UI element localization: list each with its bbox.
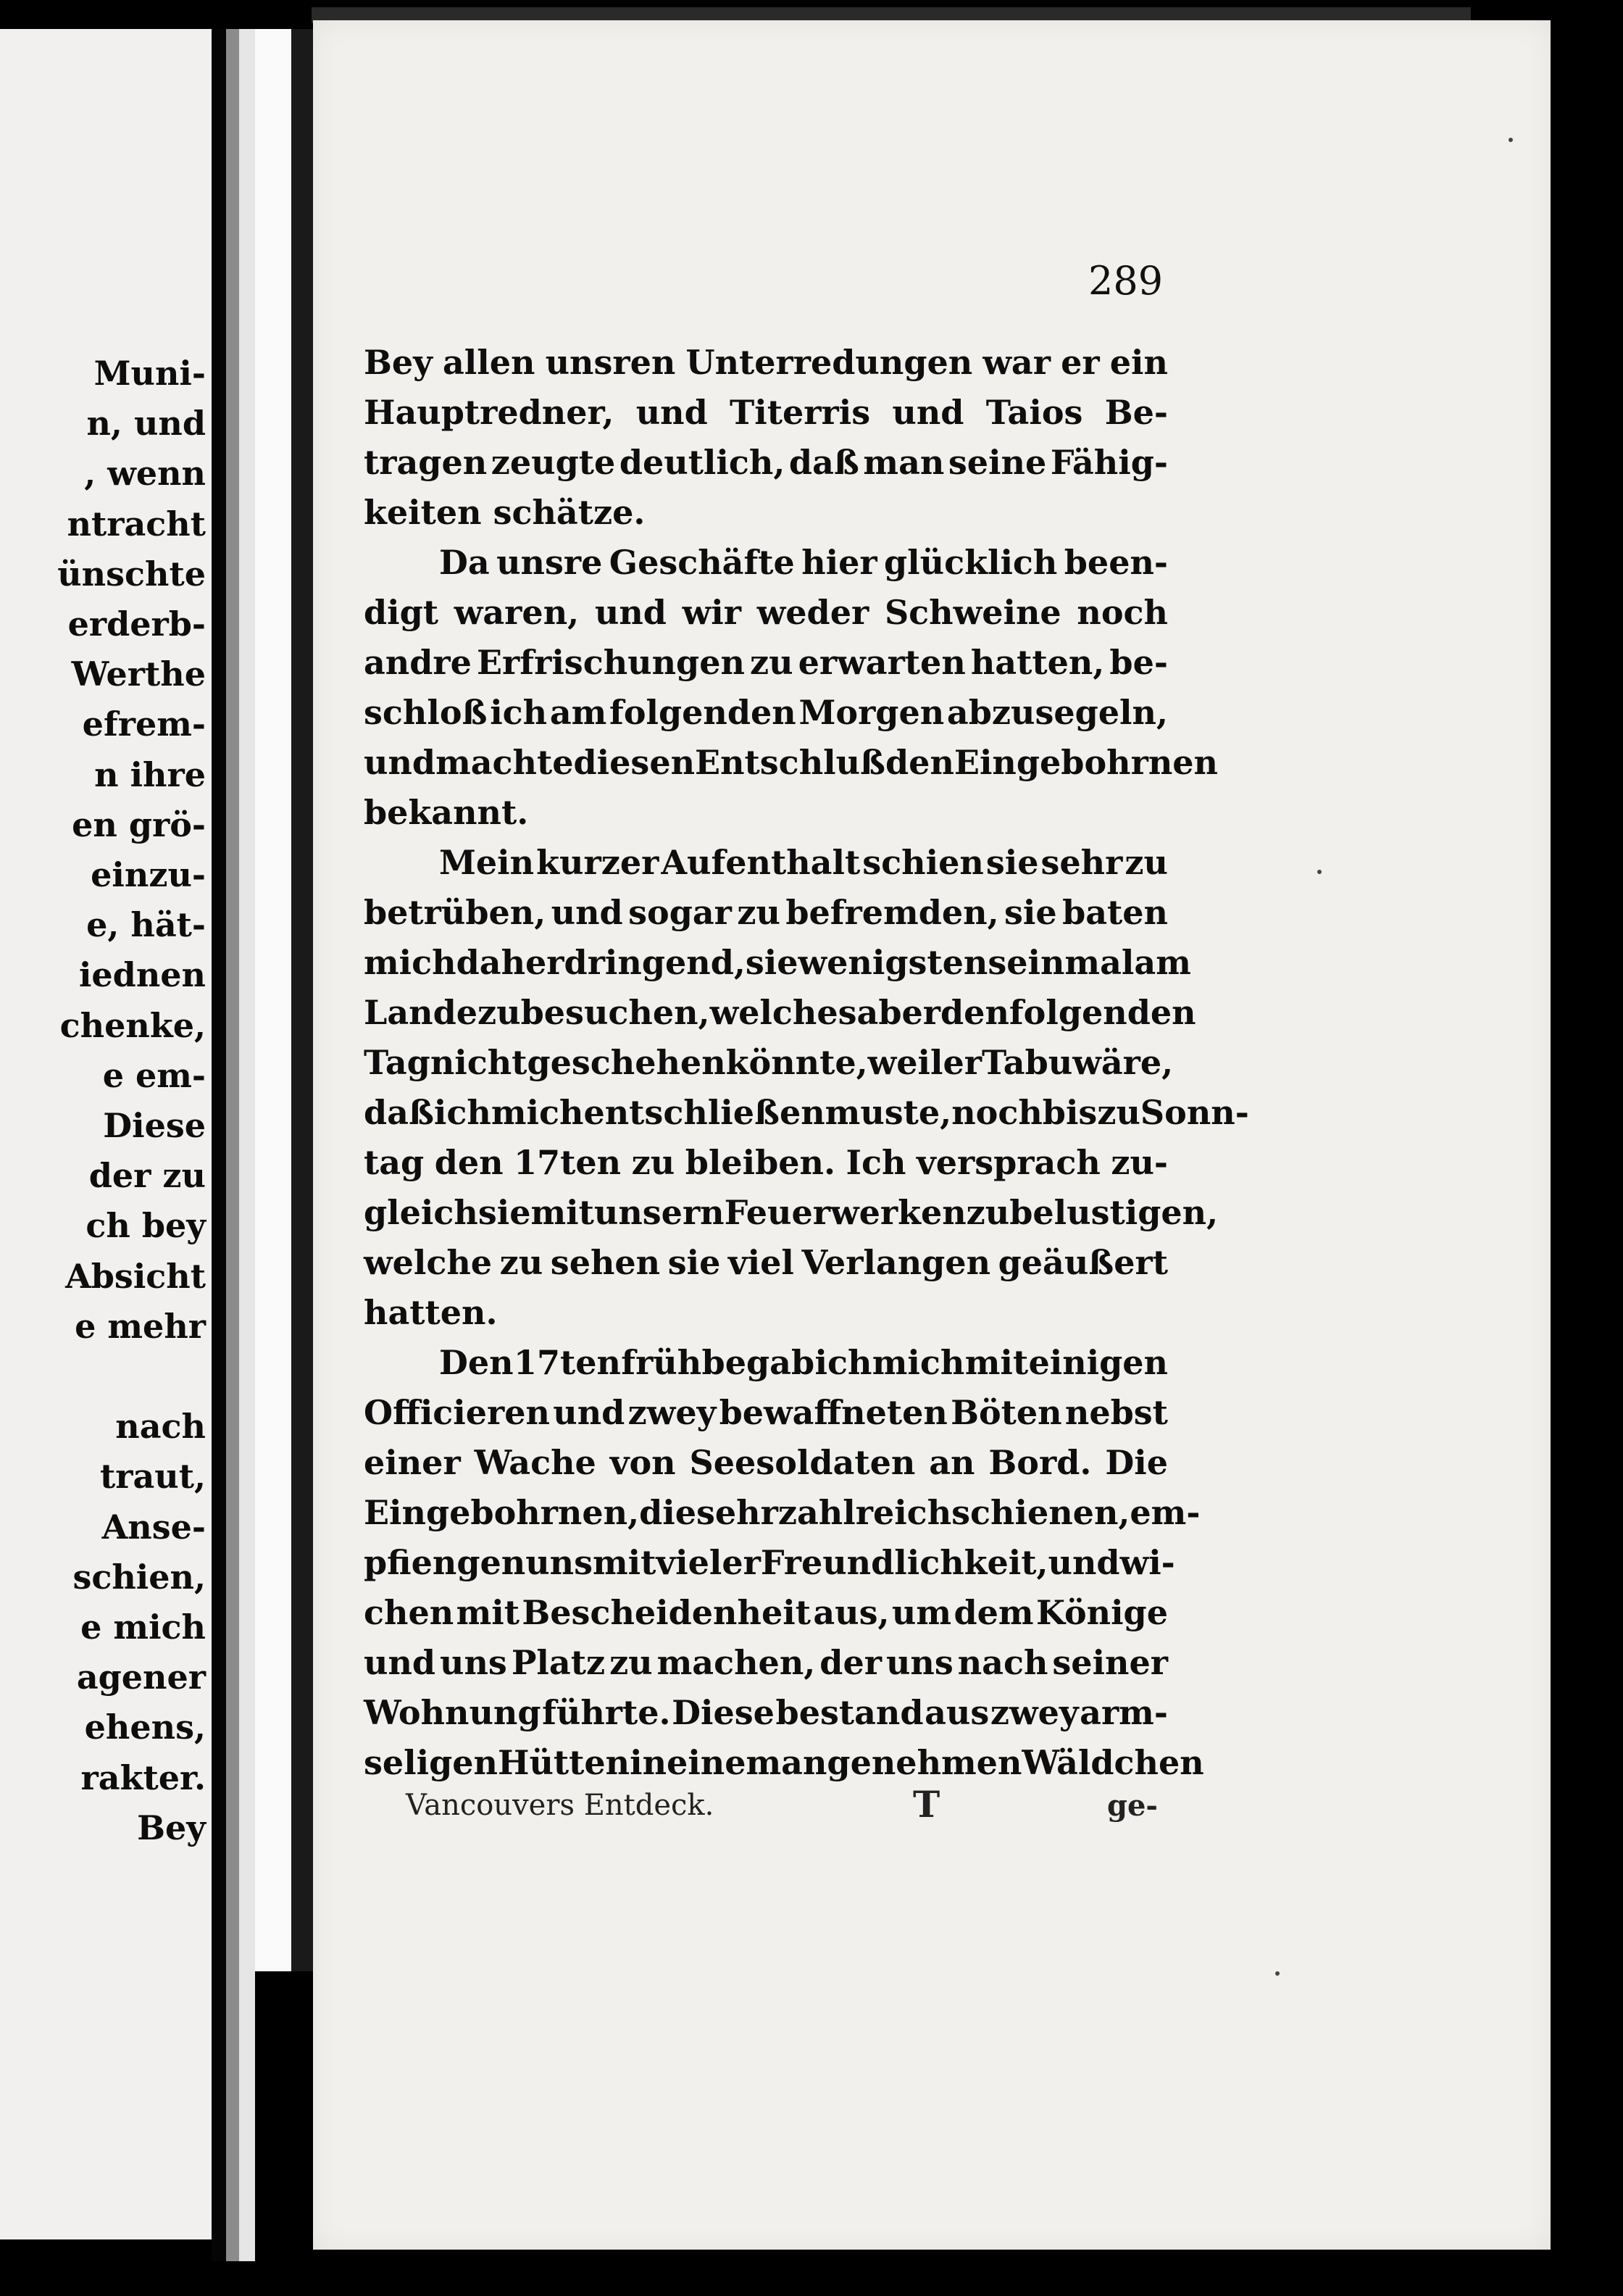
- previous-page-line: schien,: [72, 1557, 206, 1597]
- word: belustigen,: [1009, 1193, 1219, 1232]
- text-line: [364, 538, 1168, 588]
- word: einigen: [1028, 1343, 1168, 1382]
- word: Bescheidenheit: [522, 1593, 811, 1632]
- word: Officieren: [364, 1393, 550, 1432]
- word: geäußert: [998, 1243, 1168, 1282]
- word: keiten: [364, 493, 482, 532]
- text-line: [364, 1588, 1168, 1638]
- word: hatten,: [970, 643, 1105, 682]
- word: machte: [435, 743, 574, 782]
- text-line: [364, 388, 1168, 438]
- word: be-: [1109, 643, 1168, 682]
- word: Feuerwerken: [724, 1193, 967, 1232]
- word: sehr: [1040, 843, 1123, 882]
- word: sehen: [550, 1243, 661, 1282]
- word: mit: [593, 1543, 656, 1582]
- word: pfiengen: [364, 1543, 526, 1582]
- word: angenehmen: [781, 1743, 1022, 1782]
- word: ich: [490, 693, 548, 732]
- word: mit: [530, 1193, 594, 1232]
- word: bleiben.: [685, 1143, 835, 1182]
- footer-signature-mark: T: [913, 1783, 940, 1826]
- word: 17ten: [514, 1143, 622, 1182]
- word: folgenden: [1009, 993, 1196, 1032]
- word: ich: [433, 1093, 491, 1132]
- word: unsre: [496, 543, 603, 582]
- word: Be-: [1104, 393, 1168, 432]
- word: zwey: [627, 1393, 717, 1432]
- text-line: [364, 938, 1191, 988]
- word: könnte,: [725, 1043, 868, 1082]
- text-line: [364, 438, 1168, 488]
- word: einem: [667, 1743, 782, 1782]
- word: zu: [737, 893, 780, 932]
- word: zu: [499, 1243, 543, 1282]
- word: allen: [443, 343, 535, 382]
- word: Hauptredner,: [364, 393, 614, 432]
- word: Freundlichkeit,: [760, 1543, 1048, 1582]
- word: uns: [885, 1643, 954, 1682]
- word: und: [635, 393, 708, 432]
- word: wir: [682, 593, 741, 632]
- previous-page-line: efrem-: [82, 704, 206, 744]
- text-line: [364, 988, 1196, 1038]
- text-line: [364, 1488, 1201, 1538]
- text-line: [364, 788, 1168, 838]
- previous-page-line: ünschte: [57, 554, 206, 594]
- word: uns: [440, 1643, 507, 1682]
- word: em-: [1130, 1493, 1201, 1532]
- word: Könige: [1035, 1593, 1168, 1632]
- previous-page-line: Diese: [103, 1106, 206, 1145]
- page-number: 289: [1088, 258, 1164, 304]
- word: und: [1048, 1543, 1120, 1582]
- word: sie: [477, 1193, 531, 1232]
- word: nebst: [1064, 1393, 1168, 1432]
- word: 17ten: [513, 1343, 621, 1382]
- word: weil: [867, 1043, 943, 1082]
- previous-page-line: Werthe: [71, 654, 206, 694]
- word: zu: [750, 643, 793, 682]
- word: sogar: [628, 893, 732, 932]
- word: schien: [862, 843, 984, 882]
- previous-page-line: ch bey: [85, 1206, 206, 1246]
- word: ein: [1109, 343, 1168, 382]
- word: zu: [1097, 1093, 1140, 1132]
- word: hatten.: [364, 1293, 498, 1332]
- word: an: [929, 1443, 975, 1482]
- text-line: [364, 488, 1168, 538]
- gutter-shadow: [212, 29, 226, 2261]
- text-line: [364, 338, 1168, 388]
- text-line: [364, 1188, 1219, 1238]
- word: diesen: [573, 743, 696, 782]
- word: wenigstens: [798, 943, 1007, 982]
- word: baten: [1062, 893, 1168, 932]
- word: seine: [948, 443, 1047, 482]
- previous-page-line: e em-: [102, 1055, 206, 1095]
- previous-page-line: e mich: [80, 1607, 206, 1647]
- previous-page-line: Muni-: [93, 354, 206, 393]
- text-line: [364, 738, 1218, 788]
- text-line: [364, 1738, 1204, 1788]
- word: den: [940, 993, 1009, 1032]
- word: zu: [1125, 843, 1168, 882]
- word: schienen,: [951, 1493, 1130, 1532]
- word: bis: [1042, 1093, 1098, 1132]
- word: sie: [667, 1243, 721, 1282]
- word: daß: [364, 1093, 434, 1132]
- paper-speck: [1317, 870, 1322, 874]
- word: führte.: [542, 1693, 671, 1732]
- word: sehr: [696, 1493, 778, 1532]
- word: Wache: [474, 1443, 596, 1482]
- binding-strip: [255, 29, 291, 1971]
- word: unsern: [593, 1193, 725, 1232]
- word: zwey: [990, 1693, 1079, 1732]
- word: die: [639, 1493, 697, 1532]
- word: Seesoldaten: [689, 1443, 916, 1482]
- word: daß: [788, 443, 859, 482]
- text-line: [364, 1538, 1175, 1588]
- text-line: [364, 1388, 1168, 1438]
- word: Diese: [672, 1693, 775, 1732]
- word: und: [553, 1393, 625, 1432]
- previous-page-line: ntracht: [67, 504, 206, 544]
- word: sie: [1004, 893, 1057, 932]
- word: abzusegeln,: [946, 693, 1168, 732]
- word: befremden,: [785, 893, 999, 932]
- word: tragen: [364, 443, 488, 482]
- word: Böten: [951, 1393, 1062, 1432]
- previous-page-line: Bey: [137, 1808, 206, 1847]
- word: am: [1134, 943, 1191, 982]
- previous-page-line: , wenn: [84, 454, 206, 494]
- word: mich: [872, 1343, 965, 1382]
- previous-page-line: en grö-: [72, 804, 206, 844]
- word: Unterredungen: [685, 343, 973, 382]
- word: Wäldchen: [1022, 1743, 1204, 1782]
- word: daher: [456, 943, 564, 982]
- previous-page-line: rakter.: [80, 1758, 206, 1797]
- text-line: [364, 638, 1168, 688]
- previous-page-line: n ihre: [94, 754, 206, 794]
- word: mich: [364, 943, 456, 982]
- word: zu: [966, 1193, 1010, 1232]
- word: Da: [439, 543, 490, 582]
- previous-page-line: Absicht: [65, 1256, 206, 1296]
- word: muste,: [825, 1093, 952, 1132]
- word: andre: [364, 643, 472, 682]
- word: ich: [814, 1343, 872, 1382]
- word: und: [364, 1643, 436, 1682]
- word: bewaffneten: [719, 1393, 948, 1432]
- paper-speck: [1509, 138, 1513, 142]
- word: Taios: [985, 393, 1083, 432]
- word: Wohnung: [364, 1693, 541, 1732]
- word: mit: [456, 1593, 520, 1632]
- word: am: [549, 693, 607, 732]
- word: mit: [964, 1343, 1029, 1382]
- word: kurzer: [536, 843, 659, 882]
- word: folgenden: [609, 693, 796, 732]
- word: und: [551, 893, 623, 932]
- word: seligen: [364, 1743, 498, 1782]
- word: Morgen: [798, 693, 945, 732]
- word: wäre,: [1072, 1043, 1174, 1082]
- word: Lande: [364, 993, 478, 1032]
- word: zahlreich: [777, 1493, 952, 1532]
- word: geschehen: [527, 1043, 726, 1082]
- word: noch: [1077, 593, 1168, 632]
- word: und: [364, 743, 436, 782]
- word: tag: [364, 1143, 425, 1182]
- word: aus: [925, 1693, 990, 1732]
- footer-catchword: ge-: [1107, 1789, 1159, 1823]
- word: Platz: [511, 1643, 606, 1682]
- previous-page-line: e mehr: [75, 1306, 206, 1346]
- word: begab: [701, 1343, 815, 1382]
- word: sie: [985, 843, 1039, 882]
- word: weder: [756, 593, 869, 632]
- text-line: [364, 1088, 1249, 1138]
- word: Geschäfte: [609, 543, 795, 582]
- word: Tag: [364, 1043, 430, 1082]
- word: welches: [709, 993, 857, 1032]
- previous-page-line: iednen: [78, 955, 206, 995]
- word: Tabu: [981, 1043, 1073, 1082]
- word: in: [630, 1743, 667, 1782]
- word: zu-: [1111, 1143, 1168, 1182]
- text-line: [364, 688, 1168, 738]
- word: schloß: [364, 693, 488, 732]
- word: gleich: [364, 1193, 478, 1232]
- word: waren,: [454, 593, 580, 632]
- previous-page-line: Anse-: [101, 1507, 206, 1547]
- word: der: [819, 1643, 882, 1682]
- word: versprach: [917, 1143, 1101, 1182]
- word: Bord.: [988, 1443, 1092, 1482]
- word: und: [892, 393, 964, 432]
- word: noch: [951, 1093, 1043, 1132]
- word: vieler: [656, 1543, 761, 1582]
- word: Schweine: [884, 593, 1061, 632]
- word: und: [594, 593, 667, 632]
- word: Eingebohrnen: [954, 743, 1218, 782]
- word: aber: [856, 993, 941, 1032]
- word: zu: [477, 993, 521, 1032]
- gutter-fold: [239, 29, 255, 2261]
- word: war: [982, 343, 1051, 382]
- gutter-edge: [226, 29, 239, 2261]
- word: nicht: [430, 1043, 527, 1082]
- word: Fähig-: [1050, 443, 1168, 482]
- word: viel: [727, 1243, 794, 1282]
- word: hier: [801, 543, 877, 582]
- word: um: [891, 1593, 952, 1632]
- word: den: [885, 743, 954, 782]
- word: schätze.: [493, 493, 646, 532]
- word: von: [609, 1443, 676, 1482]
- text-line: [364, 588, 1168, 638]
- word: sie: [745, 943, 798, 982]
- word: bekannt.: [364, 793, 529, 832]
- word: arm-: [1080, 1693, 1168, 1732]
- word: Eingebohrnen,: [364, 1493, 640, 1532]
- word: zeugte: [491, 443, 616, 482]
- word: erwarten: [798, 643, 966, 682]
- word: besuchen,: [520, 993, 710, 1032]
- word: welche: [364, 1243, 493, 1282]
- word: dem: [954, 1593, 1034, 1632]
- word: nach: [957, 1643, 1048, 1682]
- previous-page-line: n, und: [86, 404, 206, 444]
- word: Aufenthalt: [661, 843, 861, 882]
- word: Sonn-: [1140, 1093, 1249, 1132]
- previous-page-line: erderb-: [67, 604, 206, 644]
- text-line: [364, 888, 1168, 938]
- word: er: [943, 1043, 982, 1082]
- previous-page-line: nach: [115, 1407, 206, 1447]
- word: Verlangen: [801, 1243, 991, 1282]
- previous-page-line: einzu-: [91, 855, 206, 894]
- word: glücklich: [884, 543, 1058, 582]
- text-line: [364, 1288, 1168, 1338]
- word: betrüben,: [364, 893, 546, 932]
- text-line: [364, 1438, 1168, 1488]
- word: er: [1061, 343, 1100, 382]
- word: uns: [525, 1543, 593, 1582]
- text-line: [364, 838, 1168, 888]
- word: Entschluß: [695, 743, 886, 782]
- word: einer: [364, 1443, 461, 1482]
- word: Bey: [364, 343, 433, 382]
- paper-speck: [1275, 1971, 1280, 1976]
- word: machen,: [656, 1643, 816, 1682]
- footer-signature: Vancouvers Entdeck.: [406, 1789, 714, 1822]
- word: Mein: [439, 843, 535, 882]
- page-footer: [406, 1783, 1167, 1832]
- word: entschließen: [583, 1093, 825, 1132]
- word: bestand: [775, 1693, 924, 1732]
- word: digt: [364, 593, 439, 632]
- previous-page-line: agener: [76, 1657, 206, 1697]
- previous-page-line: traut,: [100, 1457, 206, 1497]
- previous-page-line: e, hät-: [86, 905, 206, 945]
- word: chen: [364, 1593, 454, 1632]
- word: Erfrischungen: [477, 643, 745, 682]
- word: wi-: [1119, 1543, 1175, 1582]
- text-line: [364, 1138, 1168, 1188]
- body-text: [364, 338, 1249, 1788]
- word: Hütten: [498, 1743, 630, 1782]
- word: seiner: [1052, 1643, 1168, 1682]
- word: deutlich,: [619, 443, 785, 482]
- word: den: [434, 1143, 504, 1182]
- text-line: [364, 1038, 1174, 1088]
- word: dringend,: [564, 943, 746, 982]
- text-line: [364, 1688, 1168, 1738]
- word: Titerris: [730, 393, 871, 432]
- word: Ich: [846, 1143, 906, 1182]
- word: zu: [609, 1643, 653, 1682]
- previous-page-fragment: [0, 29, 212, 2239]
- text-line: [364, 1638, 1168, 1688]
- word: mich: [491, 1093, 584, 1132]
- previous-page-line: der zu: [88, 1156, 206, 1196]
- word: been-: [1064, 543, 1168, 582]
- word: unsren: [545, 343, 676, 382]
- word: einmal: [1006, 943, 1135, 982]
- word: Den: [439, 1343, 514, 1382]
- previous-page-line: ehens,: [84, 1708, 206, 1747]
- previous-page-line: chenke,: [59, 1005, 206, 1045]
- word: früh: [621, 1343, 702, 1382]
- word: zu: [631, 1143, 675, 1182]
- word: man: [863, 443, 945, 482]
- word: Die: [1105, 1443, 1168, 1482]
- text-line: [364, 1338, 1168, 1388]
- text-line: [364, 1238, 1168, 1288]
- word: aus,: [813, 1593, 890, 1632]
